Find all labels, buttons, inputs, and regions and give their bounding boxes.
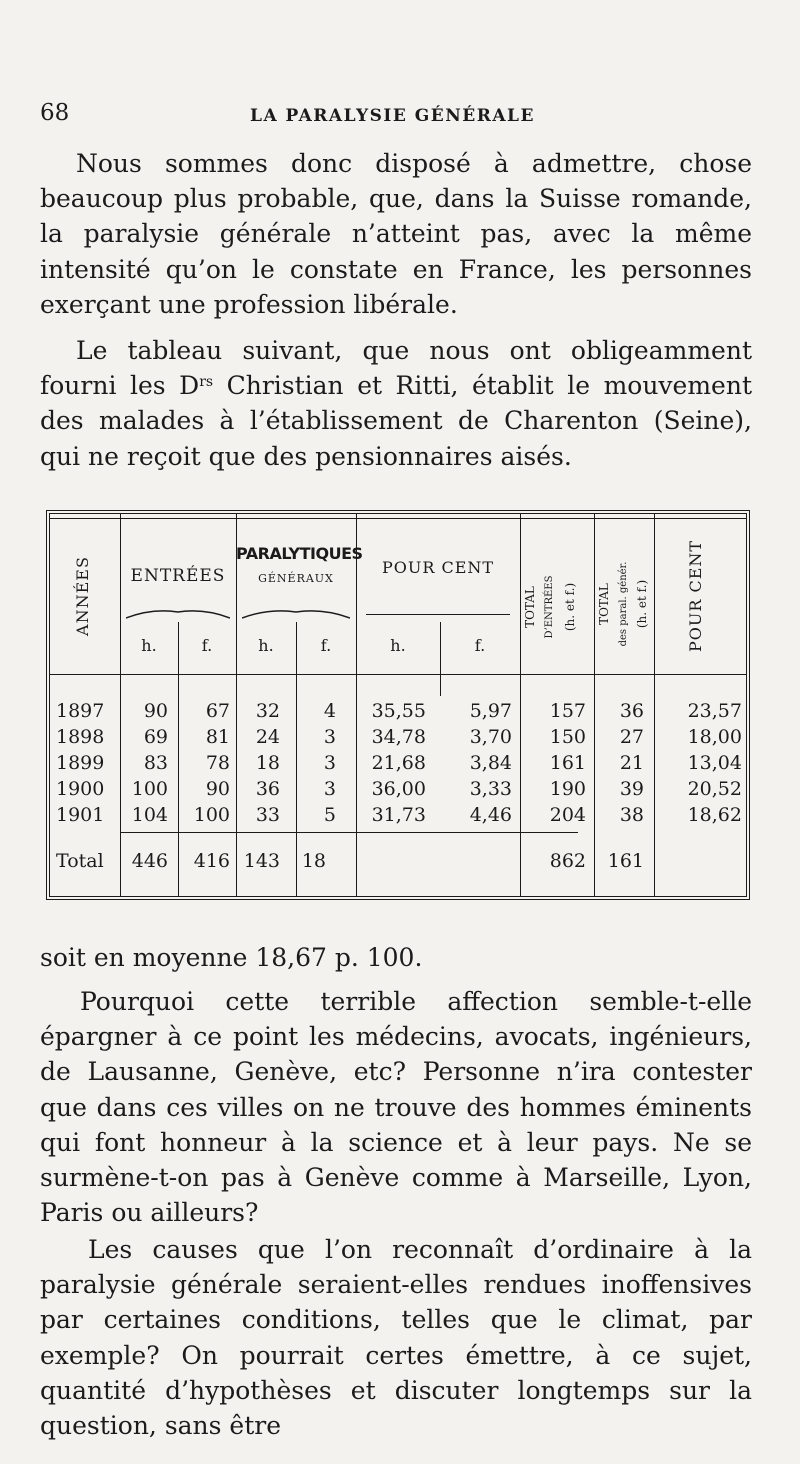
cell-entrees-h: 90 bbox=[143, 700, 168, 722]
paragraph-5: Les causes que l’on reconnaît d’ordinaire à la paralysie générale seraient-elles rendues inoffensives par certaines conditions, telles que le climat, par exemple? On pourrait certes émettre, à ce sujet, quantité d’hypothèses et discuter longtemps sur la question, sans être bbox=[40, 1235, 752, 1441]
cell-entrees-f: 81 bbox=[205, 726, 230, 748]
header-total-entrees-3: (h. et f.) bbox=[563, 582, 577, 632]
header-entrees: ENTRÉES bbox=[130, 566, 226, 586]
total-rule bbox=[120, 832, 578, 833]
cell-pour-cent: 13,04 bbox=[687, 752, 742, 774]
header-entrees-h: h. bbox=[141, 636, 157, 655]
cell-year: 1900 bbox=[56, 778, 105, 800]
cell-total-paralytiques: 38 bbox=[619, 804, 644, 826]
header-total-paral-3: (h. et f.) bbox=[635, 579, 649, 629]
cell-pour-cent: 23,57 bbox=[687, 700, 742, 722]
page-header bbox=[40, 100, 760, 132]
paragraph-2-start: Le tableau suivant, que nous ont obligeamment fourni les D bbox=[40, 336, 752, 401]
cell-total-entrees: 190 bbox=[549, 778, 586, 800]
brace-paralytiques bbox=[242, 606, 350, 620]
cell-paralytiques-f: 3 bbox=[323, 752, 336, 774]
cell-total-paralytiques: 36 bbox=[619, 700, 644, 722]
cell-total-entrees: 204 bbox=[549, 804, 586, 826]
cell-total-paralytiques: 21 bbox=[619, 752, 644, 774]
total-paralytiques-h: 143 bbox=[243, 850, 280, 872]
cell-pour-cent-h: 36,00 bbox=[371, 778, 426, 800]
header-total-paral-1: TOTAL bbox=[597, 583, 611, 625]
cell-pour-cent-h: 21,68 bbox=[371, 752, 426, 774]
header-entrees-f: f. bbox=[201, 636, 213, 655]
cell-paralytiques-h: 36 bbox=[255, 778, 280, 800]
total-label: Total bbox=[56, 850, 104, 872]
cell-entrees-h: 100 bbox=[131, 778, 168, 800]
cell-pour-cent: 18,00 bbox=[687, 726, 742, 748]
cell-total-paralytiques: 39 bbox=[619, 778, 644, 800]
cell-entrees-f: 100 bbox=[193, 804, 230, 826]
top-rule bbox=[50, 518, 746, 519]
cell-year: 1898 bbox=[56, 726, 105, 748]
total-paralytiques-f: 18 bbox=[301, 850, 326, 872]
header-annees: ANNÉES bbox=[73, 556, 92, 636]
header-total-entrees bbox=[520, 532, 586, 682]
header-pour-cent-group: POUR CENT bbox=[381, 558, 495, 577]
cell-total-entrees: 157 bbox=[549, 700, 586, 722]
brace-entrees bbox=[126, 606, 230, 620]
page-number: 68 bbox=[40, 100, 70, 126]
pour-cent-underline bbox=[366, 614, 510, 615]
sub-divider bbox=[440, 622, 441, 696]
statistics-table bbox=[46, 510, 750, 900]
cell-paralytiques-h: 32 bbox=[255, 700, 280, 722]
cell-paralytiques-f: 4 bbox=[323, 700, 336, 722]
cell-paralytiques-h: 24 bbox=[255, 726, 280, 748]
cell-total-entrees: 150 bbox=[549, 726, 586, 748]
cell-pour-cent: 18,62 bbox=[687, 804, 742, 826]
paragraph-4: Pourquoi cette terrible affection semble-t-elle épargner à ce point les médecins, avocats, ingénieurs, de Lausanne, Genève, etc? Personne n’ira contester que dans ces villes on ne trouve des hommes éminents qui font honneur à la science et à leur pays. Ne se surmène-t-on pas à Genève comme à Marseille, Lyon, Paris ou ailleurs? bbox=[40, 987, 752, 1228]
cell-entrees-h: 83 bbox=[143, 752, 168, 774]
cell-pour-cent-h: 31,73 bbox=[371, 804, 426, 826]
header-paralytiques-h: h. bbox=[258, 636, 274, 655]
cell-pour-cent-f: 5,97 bbox=[469, 700, 512, 722]
header-paralytiques: PARALYTIQUES bbox=[236, 544, 363, 563]
cell-paralytiques-h: 18 bbox=[255, 752, 280, 774]
cell-year: 1897 bbox=[56, 700, 105, 722]
header-total-paral-2: des paral. génér. bbox=[618, 561, 629, 647]
cell-paralytiques-f: 5 bbox=[323, 804, 336, 826]
paragraph-2-end: Christian et Ritti, établit le mouvement des malades à l’établissement de Charenton (Seine), qui ne reçoit que des pensionnaires aisés. bbox=[40, 371, 753, 471]
cell-entrees-f: 67 bbox=[205, 700, 230, 722]
paragraph-2 bbox=[40, 333, 752, 474]
header-pour-cent-f: f. bbox=[474, 636, 486, 655]
cell-total-paralytiques: 27 bbox=[619, 726, 644, 748]
cell-pour-cent-f: 3,70 bbox=[469, 726, 512, 748]
header-total-paral bbox=[595, 529, 655, 679]
cell-pour-cent-h: 35,55 bbox=[371, 700, 426, 722]
cell-pour-cent-f: 3,84 bbox=[469, 752, 512, 774]
paragraph-1: Nous sommes donc disposé à admettre, chose beaucoup plus probable, que, dans la Suisse romande, la paralysie générale n’atteint pas, avec la même intensité qu’on le constate en France, les personnes exerçant une profession libérale. bbox=[40, 149, 752, 319]
cell-entrees-h: 69 bbox=[143, 726, 168, 748]
cell-pour-cent-h: 34,78 bbox=[371, 726, 426, 748]
cell-total-entrees: 161 bbox=[549, 752, 586, 774]
cell-year: 1899 bbox=[56, 752, 105, 774]
cell-entrees-h: 104 bbox=[131, 804, 168, 826]
cell-pour-cent-f: 4,46 bbox=[469, 804, 512, 826]
paragraph-3: soit en moyenne 18,67 p. 100. bbox=[40, 943, 423, 972]
cell-paralytiques-f: 3 bbox=[323, 726, 336, 748]
cell-entrees-f: 90 bbox=[205, 778, 230, 800]
header-generaux: GÉNÉRAUX bbox=[258, 572, 334, 585]
paragraph-2-superscript: rs bbox=[199, 374, 214, 391]
header-total-entrees-1: TOTAL bbox=[523, 586, 537, 628]
cell-year: 1901 bbox=[56, 804, 105, 826]
cell-pour-cent: 20,52 bbox=[687, 778, 742, 800]
cell-pour-cent-f: 3,33 bbox=[469, 778, 512, 800]
total-entrees-f: 416 bbox=[193, 850, 230, 872]
header-paralytiques-f: f. bbox=[320, 636, 332, 655]
header-pour-cent-h: h. bbox=[390, 636, 406, 655]
cell-paralytiques-f: 3 bbox=[323, 778, 336, 800]
running-title: LA PARALYSIE GÉNÉRALE bbox=[250, 106, 535, 126]
total-paralytiques-sum: 161 bbox=[607, 850, 644, 872]
total-entrees-sum: 862 bbox=[549, 850, 586, 872]
total-entrees-h: 446 bbox=[131, 850, 168, 872]
header-total-entrees-2: D’ENTRÉES bbox=[544, 575, 555, 639]
header-pour-cent-col: POUR CENT bbox=[686, 539, 705, 653]
cell-entrees-f: 78 bbox=[205, 752, 230, 774]
cell-paralytiques-h: 33 bbox=[255, 804, 280, 826]
